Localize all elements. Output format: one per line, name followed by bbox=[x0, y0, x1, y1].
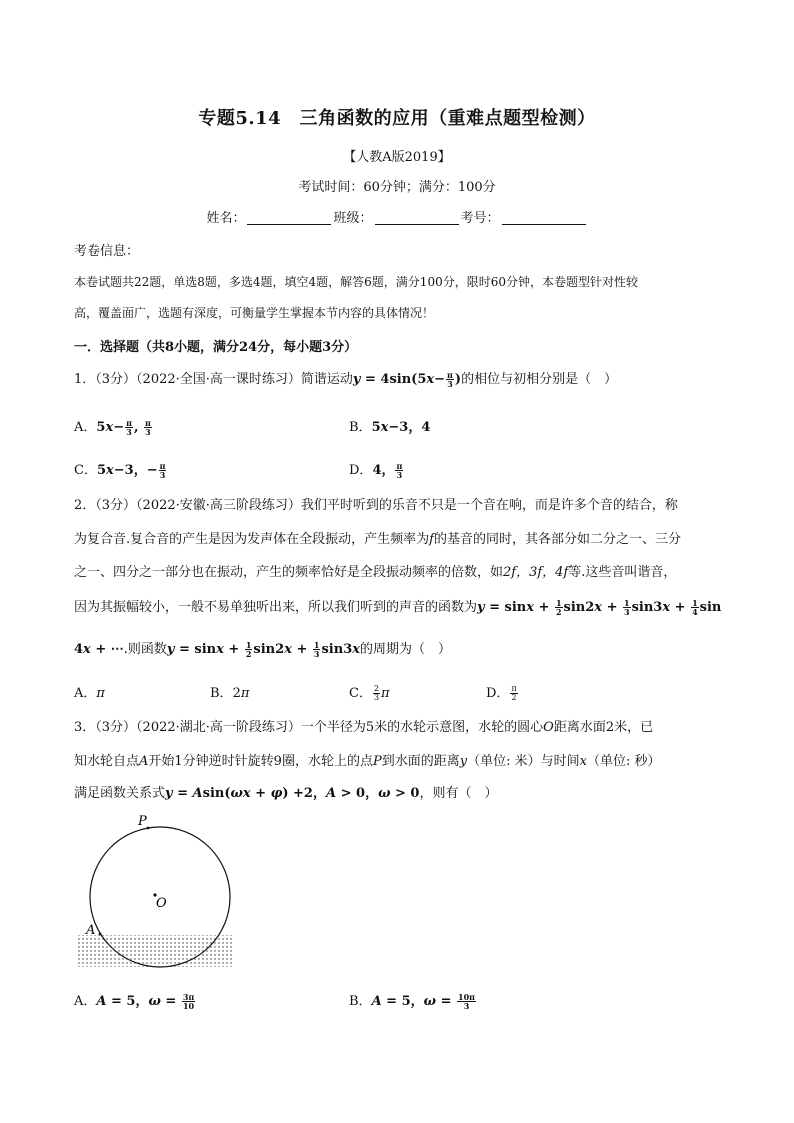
info-line-1: 本卷试题共22题，单选8题，多选4题，填空4题，解答6题，满分100分，限时60分钟，本卷题型针对性较 bbox=[74, 275, 638, 289]
q1-suffix: 的相位与初相分别是（ ） bbox=[461, 372, 618, 387]
question-1 bbox=[74, 368, 617, 388]
info-line-2: 高，覆盖面广，选题有深度，可衡量学生掌握本节内容的具体情况！ bbox=[74, 306, 435, 320]
label-p: P bbox=[138, 814, 147, 829]
q3-line-1b: 距离水面2米，已 bbox=[553, 720, 654, 735]
q1-option-a-label: A． bbox=[74, 420, 97, 435]
edition-label: 【人教A版2019】 bbox=[343, 150, 451, 165]
q3-line-2b: 开始1分钟逆时针旋转9圈，水轮上的点 bbox=[148, 754, 373, 769]
q2-option-d: D． $\frac{\pi}{2}$ bbox=[486, 684, 517, 702]
q2-option-b-label: B． bbox=[210, 686, 233, 701]
section-heading: 一．选择题（共8小题，满分24分，每小题3分） bbox=[74, 340, 358, 355]
q1-formula: y = 4sin(5x− $\frac{\pi}{3}$ ) bbox=[352, 370, 462, 389]
water-wheel-figure bbox=[70, 810, 240, 970]
q1-option-c-label: C． bbox=[74, 463, 97, 478]
q1-option-d: D．4， $\frac{\pi}{3}$ bbox=[349, 461, 403, 480]
water-surface bbox=[76, 935, 232, 967]
name-label: 姓名： bbox=[206, 211, 246, 226]
q2-line-2a: 为复合音.复合音的产生是因为发声体在全段振动，产生频率为 bbox=[74, 532, 430, 547]
q3-line-3b: ，则有（ ） bbox=[419, 786, 498, 801]
point-a bbox=[99, 933, 102, 936]
q1-option-b: B．5x−3，4 bbox=[349, 420, 431, 435]
q2-line-4: 因为其振幅较小，一般不易单独听出来，所以我们听到的声音的函数为y = sinx + $\frac{1}{2}$ sin2x + $\frac{1}{3}$ sin3x + $\frac{1}{4}$ sin bbox=[74, 598, 722, 617]
point-p bbox=[147, 827, 150, 830]
q2-option-c: C． $\frac{2}{3}$ π bbox=[349, 684, 390, 702]
q3-line-2: 知水轮自点A开始1分钟逆时针旋转9圈，水轮上的点P到水面的距离y（单位: 米）与时间x（单位: 秒） bbox=[74, 754, 661, 769]
q3-option-b-label: B． bbox=[349, 994, 372, 1009]
q1-option-a: A．5x− $\frac{\pi}{3}$ , $\frac{\pi}{3}$ bbox=[74, 418, 151, 437]
q2-option-a: A．π bbox=[74, 686, 105, 701]
q2-option-d-label: D． bbox=[486, 686, 510, 701]
q2-line-4a: 因为其振幅较小，一般不易单独听出来，所以我们听到的声音的函数为 bbox=[74, 600, 478, 615]
q3-line-2d: （单位: 米）与时间 bbox=[467, 754, 580, 769]
q3-line-1: 3．（3分）（2022·湖北·高一阶段练习）一个半径为5米的水轮示意图，水轮的圆心O距离水面2米，已 bbox=[74, 720, 654, 735]
page-title: 专题5.14 三角函数的应用（重难点题型检测） bbox=[198, 108, 596, 129]
q2-option-c-label: C． bbox=[349, 686, 372, 701]
q2-line-1: 2．（3分）（2022·安徽·高三阶段练习）我们平时听到的乐音不只是一个音在响，而是许多个音的结合，称 bbox=[74, 498, 678, 513]
number-blank bbox=[502, 210, 586, 225]
q2-line-5a: .则函数 bbox=[123, 642, 167, 657]
q3-line-3a: 满足函数关系式 bbox=[74, 786, 166, 801]
student-info-row bbox=[0, 207, 794, 226]
q2-option-a-label: A． bbox=[74, 686, 97, 701]
q2-line-2: 为复合音.复合音的产生是因为发声体在全段振动，产生频率为f的基音的同时，其各部分如二分之一、三分 bbox=[74, 532, 681, 547]
q2-option-b: B．2π bbox=[210, 686, 250, 701]
q1-option-b-label: B． bbox=[349, 420, 372, 435]
q2-line-3b: 等.这些音叫谐音， bbox=[568, 565, 677, 580]
q3-line-2e: （单位: 秒） bbox=[586, 754, 661, 769]
q3-option-b: B．A = 5，ω = $\frac{10\pi}{3}$ bbox=[349, 992, 475, 1011]
info-label: 考卷信息： bbox=[74, 244, 140, 259]
q3-line-2a: 知水轮自点 bbox=[74, 754, 140, 769]
q1-option-c: C．5x−3，− $\frac{\pi}{3}$ bbox=[74, 461, 166, 480]
q3-line-3: 满足函数关系式y = Asin(ωx + φ) +2，A > 0，ω > 0，则有（ ） bbox=[74, 786, 498, 801]
label-a: A bbox=[86, 923, 96, 938]
class-blank bbox=[375, 210, 459, 225]
class-label: 班级： bbox=[333, 211, 373, 226]
number-label: 考号： bbox=[460, 211, 500, 226]
exam-info: 考试时间：60分钟；满分：100分 bbox=[298, 180, 496, 195]
q1-option-d-label: D． bbox=[349, 463, 373, 478]
q1-prefix: 1．（3分）（2022·全国·高一课时练习）简谐运动 bbox=[74, 372, 353, 387]
q3-option-a: A．A = 5，ω = $\frac{3\pi}{10}$ bbox=[74, 992, 195, 1011]
q2-line-5: 4x + ⋯.则函数y = sinx + $\frac{1}{2}$ sin2x + $\frac{1}{3}$ sin3x的周期为（ ） bbox=[74, 640, 452, 659]
q3-option-a-label: A． bbox=[74, 994, 97, 1009]
label-o: O bbox=[156, 896, 167, 911]
q3-line-1a: 3．（3分）（2022·湖北·高一阶段练习）一个半径为5米的水轮示意图，水轮的圆心 bbox=[74, 720, 544, 735]
q2-line-5b: 的周期为（ ） bbox=[360, 642, 452, 657]
q2-line-3a: 之一、四分之一部分也在振动，产生的频率恰好是全段振动频率的倍数，如 bbox=[74, 565, 504, 580]
q3-line-2c: 到水面的距离 bbox=[381, 754, 460, 769]
q2-line-2b: 的基音的同时，其各部分如二分之一、三分 bbox=[433, 532, 681, 547]
name-blank bbox=[247, 210, 331, 225]
q2-line-3: 之一、四分之一部分也在振动，产生的频率恰好是全段振动频率的倍数，如2f，3f，4f等.这些音叫谐音， bbox=[74, 565, 677, 580]
